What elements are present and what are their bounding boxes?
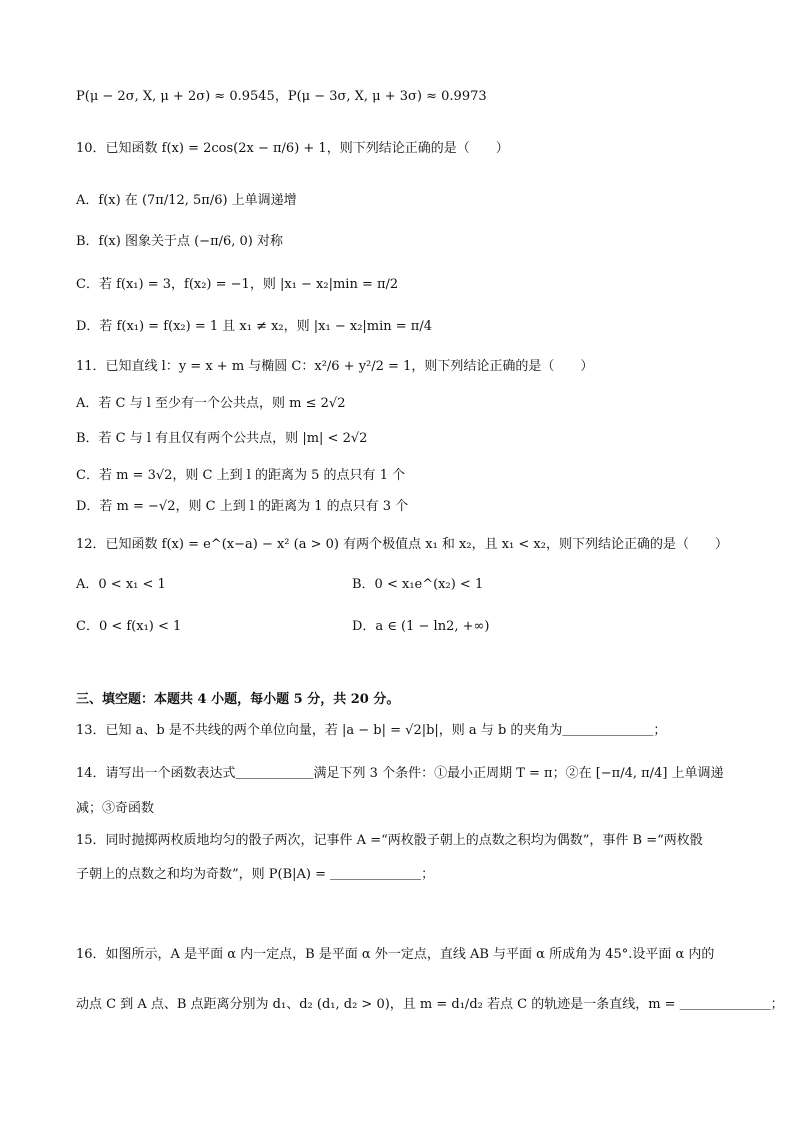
probability-formula-line: P(μ − 2σ, X, μ + 2σ) ≈ 0.9545，P(μ − 3σ, X, μ + 3σ) ≈ 0.9973	[76, 89, 487, 104]
question-11-option-d: D．若 m = −√2，则 C 上到 l 的距离为 1 的点只有 3 个	[76, 499, 409, 514]
question-12-option-b: B．0 < x₁e^(x₂) < 1	[352, 577, 484, 592]
question-15-line-1: 15．同时抛掷两枚质地均匀的骰子两次，记事件 A =“两枚骰子朝上的点数之积均为偶数”，事件 B =“两枚骰	[76, 833, 703, 848]
question-12-option-c: C．0 < f(x₁) < 1	[76, 619, 182, 634]
question-10-option-a: A．f(x) 在 (7π/12, 5π/6) 上单调递增	[76, 193, 297, 208]
question-10-stem: 10．已知函数 f(x) = 2cos(2x − π/6) + 1，则下列结论正确的是（ ）	[76, 141, 509, 156]
question-12-option-d: D．a ∈ (1 − ln2, +∞)	[352, 619, 490, 634]
question-14-line-1: 14．请写出一个函数表达式＿＿＿＿＿＿满足下列 3 个条件：①最小正周期 T = π；②在 [−π/4, π/4] 上单调递	[76, 766, 724, 781]
question-12-option-a: A．0 < x₁ < 1	[76, 577, 166, 592]
section-3-heading: 三、填空题：本题共 4 小题，每小题 5 分，共 20 分。	[76, 692, 400, 707]
question-15-line-2: 子朝上的点数之和均为奇数”，则 P(B|A) = ＿＿＿＿＿＿＿；	[76, 867, 435, 882]
question-10-option-c: C．若 f(x₁) = 3，f(x₂) = −1，则 |x₁ − x₂|min = π/2	[76, 277, 399, 292]
question-11-option-b: B．若 C 与 l 有且仅有两个公共点，则 |m| < 2√2	[76, 431, 368, 446]
question-13: 13．已知 a、b 是不共线的两个单位向量，若 |a − b| = √2|b|，则 a 与 b 的夹角为＿＿＿＿＿＿＿；	[76, 723, 667, 738]
question-16-line-2: 动点 C 到 A 点、B 点距离分别为 d₁、d₂ (d₁, d₂ > 0)，且 m = d₁/d₂ 若点 C 的轨迹是一条直线，m = ＿＿＿＿＿＿＿；	[76, 997, 784, 1012]
question-11-option-c: C．若 m = 3√2，则 C 上到 l 的距离为 5 的点只有 1 个	[76, 468, 406, 483]
question-11-option-a: A．若 C 与 l 至少有一个公共点，则 m ≤ 2√2	[76, 396, 346, 411]
question-10-option-b: B．f(x) 图象关于点 (−π/6, 0) 对称	[76, 234, 284, 249]
question-11-stem: 11．已知直线 l：y = x + m 与椭圆 C：x²/6 + y²/2 = 1，则下列结论正确的是（ ）	[76, 359, 594, 374]
question-16-line-1: 16．如图所示，A 是平面 α 内一定点，B 是平面 α 外一定点，直线 AB 与平面 α 所成角为 45°.设平面 α 内的	[76, 947, 715, 962]
question-10-option-d: D．若 f(x₁) = f(x₂) = 1 且 x₁ ≠ x₂，则 |x₁ − x₂|min = π/4	[76, 319, 432, 334]
question-12-stem: 12．已知函数 f(x) = e^(x−a) − x² (a > 0) 有两个极值点 x₁ 和 x₂，且 x₁ < x₂，则下列结论正确的是（ ）	[76, 537, 728, 552]
question-14-line-2: 减；③奇函数	[76, 801, 155, 816]
